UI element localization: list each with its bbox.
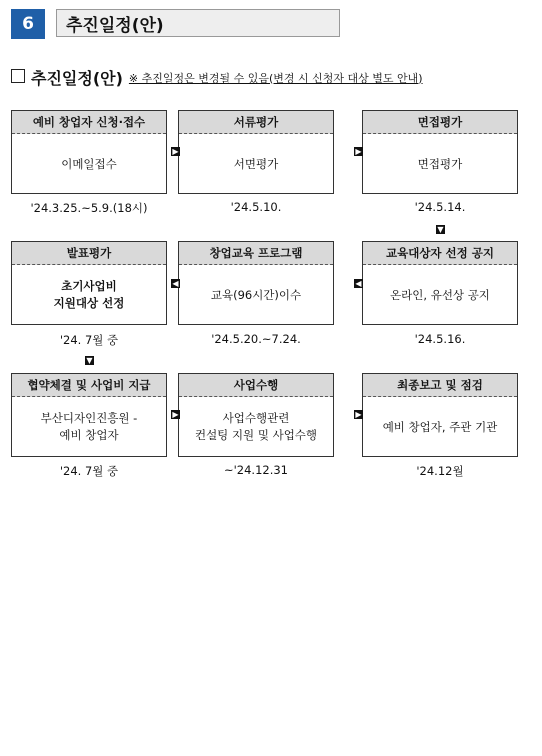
step-title: 교육대상자 선정 공지 <box>363 242 517 265</box>
step-body: 온라인, 유선상 공지 <box>390 287 490 302</box>
step-title: 예비 창업자 신청·접수 <box>12 111 166 134</box>
arrow-right-icon: ▶ <box>172 147 179 156</box>
schedule-heading <box>11 66 423 89</box>
step-body: 서면평가 <box>233 156 279 171</box>
arrow-right-icon: ▶ <box>355 410 362 419</box>
step-date: '24.5.14. <box>414 200 466 214</box>
step-date: '24.3.25.~5.9.(18시) <box>30 201 148 215</box>
step-card-education <box>178 241 334 325</box>
step-card-interview <box>362 110 518 194</box>
arrow-down-icon: ▼ <box>86 356 93 365</box>
step-title: 협약체결 및 사업비 지급 <box>12 374 166 397</box>
step-card-document-review <box>178 110 334 194</box>
step-body: 예비 창업자, 주관 기관 <box>382 419 498 434</box>
step-card-agreement <box>11 373 167 457</box>
arrow-right-icon: ▶ <box>355 147 362 156</box>
step-body: 사업수행관련 컨설팅 지원 및 사업수행 <box>194 411 318 442</box>
schedule-note: ※ 추진일정은 변경될 수 있음(변경 시 신청자 대상 별도 안내) <box>128 71 423 85</box>
step-title: 발표평가 <box>12 242 166 265</box>
step-title: 서류평가 <box>179 111 333 134</box>
arrow-right-icon: ▶ <box>172 410 179 419</box>
step-card-execution <box>178 373 334 457</box>
step-date: '24. 7월 중 <box>59 333 119 347</box>
section-number-badge: 6 <box>11 9 45 39</box>
step-date: '24.5.10. <box>230 200 282 214</box>
step-title: 최종보고 및 점검 <box>363 374 517 397</box>
schedule-heading-text: 추진일정(안) <box>31 69 123 88</box>
step-title: 면접평가 <box>363 111 517 134</box>
step-body: 부산디자인진흥원 - 예비 창업자 <box>40 411 138 442</box>
step-date: ~'24.12.31 <box>223 463 288 477</box>
section-header <box>11 9 340 39</box>
empty-square-icon <box>11 69 25 83</box>
arrow-left-icon: ◀ <box>172 279 179 288</box>
step-card-application <box>11 110 167 194</box>
step-date: '24.12월 <box>416 464 464 478</box>
step-card-announcement <box>362 241 518 325</box>
step-body: 이메일접수 <box>61 156 117 171</box>
step-body: 교육(96시간)이수 <box>210 287 302 302</box>
arrow-left-icon: ◀ <box>355 279 362 288</box>
step-title: 창업교육 프로그램 <box>179 242 333 265</box>
arrow-down-icon: ▼ <box>437 225 444 234</box>
section-title: 추진일정(안) <box>56 9 340 37</box>
step-card-presentation <box>11 241 167 325</box>
step-date: '24.5.20.~7.24. <box>211 332 301 346</box>
step-date: '24.5.16. <box>414 332 466 346</box>
step-card-final-report <box>362 373 518 457</box>
step-body: 면접평가 <box>417 156 463 171</box>
step-body: 초기사업비 지원대상 선정 <box>53 279 125 310</box>
step-date: '24. 7월 중 <box>59 464 119 478</box>
step-title: 사업수행 <box>179 374 333 397</box>
